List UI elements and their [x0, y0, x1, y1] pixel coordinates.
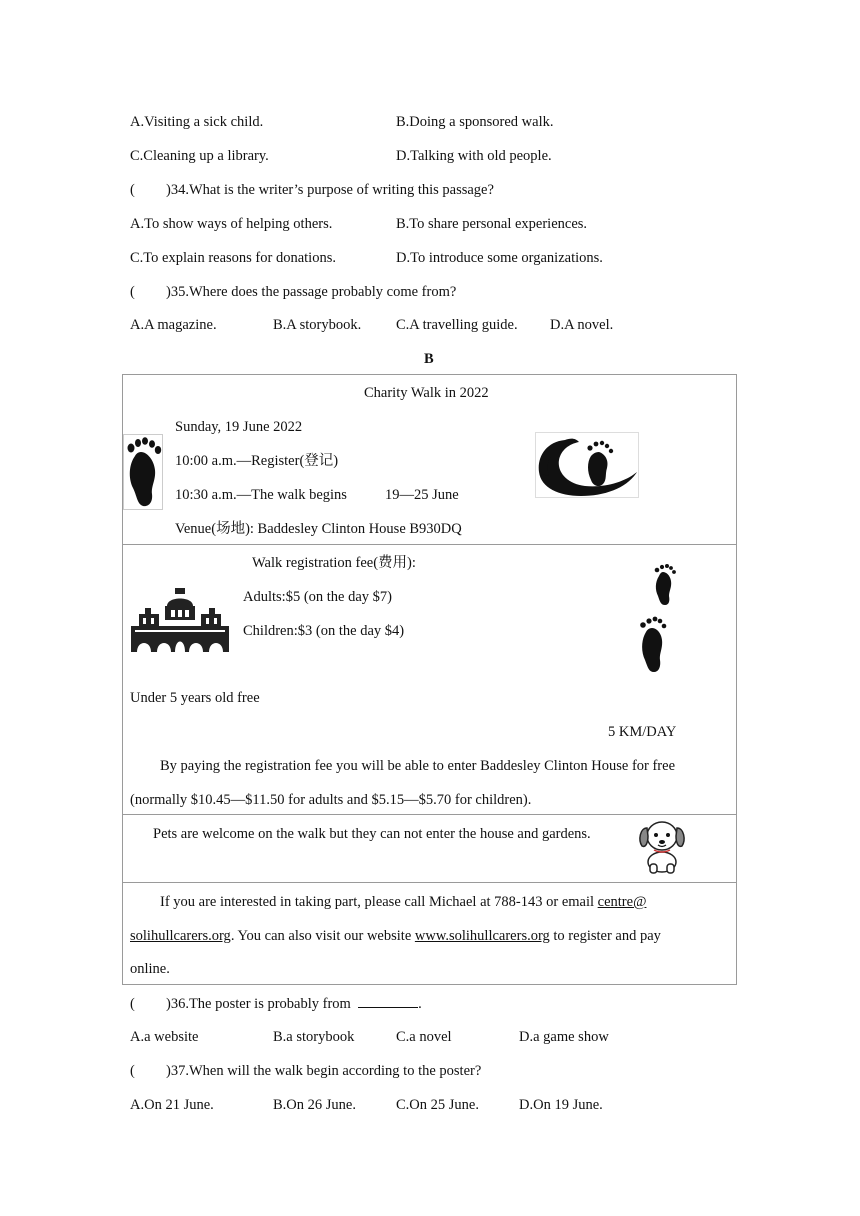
walk-distance: 5 KM/DAY — [608, 724, 677, 740]
q34-option-b: B.To share personal experiences. — [396, 216, 588, 232]
q34-option-c: C.To explain reasons for donations. — [130, 250, 336, 266]
q33-option-a: A.Visiting a sick child. — [130, 114, 264, 130]
poster-date: Sunday, 19 June 2022 — [175, 419, 303, 435]
footprint-icon — [123, 434, 163, 510]
email-link-part1[interactable]: centre@ — [597, 894, 647, 910]
email-link-part2[interactable]: solihullcarers.org — [130, 928, 231, 944]
q35-paren: ( — [130, 284, 135, 300]
section-label: B — [424, 351, 434, 367]
q36-paren: ( — [130, 996, 135, 1012]
footprint-medium-icon — [637, 614, 669, 674]
q34-option-a: A.To show ways of helping others. — [130, 216, 333, 232]
fee-children: Children:$3 (on the day $4) — [243, 623, 405, 639]
poster-venue: Venue(场地): Baddesley Clinton House B930DQ — [175, 521, 462, 537]
q34-paren: ( — [130, 182, 135, 198]
q34-option-d: D.To introduce some organizations. — [396, 250, 603, 266]
q35-option-c: C.A travelling guide. — [396, 317, 518, 333]
q33-option-c: C.Cleaning up a library. — [130, 148, 269, 164]
contact-line3: online. — [130, 961, 170, 977]
dog-icon — [636, 814, 688, 874]
q35-option-b: B.A storybook. — [273, 317, 362, 333]
poster-walk-time: 10:30 a.m.—The walk begins — [175, 487, 347, 503]
poster-title: Charity Walk in 2022 — [364, 385, 489, 401]
fee-heading: Walk registration fee(费用): — [252, 555, 416, 571]
fee-under5: Under 5 years old free — [130, 690, 260, 706]
q36-option-a: A.a website — [130, 1029, 199, 1045]
footprint-small-icon — [651, 562, 679, 606]
contact-line2: solihullcarers.org. You can also visit our website www.solihullcarers.org to register and pay — [130, 928, 661, 944]
q37-option-d: D.On 19 June. — [519, 1097, 603, 1113]
q37-question: )37.When will the walk begin according to the poster? — [166, 1063, 482, 1079]
paying-note-line2: (normally $10.45—$11.50 for adults and $5.15—$5.70 for children). — [130, 792, 532, 808]
q35-option-a: A.A magazine. — [130, 317, 217, 333]
poster-walk-dates: 19—25 June — [385, 487, 459, 503]
q36-option-b: B.a storybook — [273, 1029, 355, 1045]
fee-adults: Adults:$5 (on the day $7) — [243, 589, 393, 605]
q33-option-d: D.Talking with old people. — [396, 148, 552, 164]
paying-note-line1: By paying the registration fee you will be able to enter Baddesley Clinton House for free — [160, 758, 676, 774]
poster-register-time: 10:00 a.m.—Register(登记) — [175, 453, 339, 469]
q37-paren: ( — [130, 1063, 135, 1079]
footprint-logo-icon — [535, 432, 639, 498]
contact-line1: If you are interested in taking part, please call Michael at 788-143 or email centre@ — [160, 894, 647, 910]
q35-option-d: D.A novel. — [550, 317, 614, 333]
q37-option-a: A.On 21 June. — [130, 1097, 214, 1113]
website-link[interactable]: www.solihullcarers.org — [414, 928, 550, 944]
q36-question: )36.The poster is probably from . — [166, 996, 422, 1012]
q37-option-b: B.On 26 June. — [273, 1097, 356, 1113]
q35-question: )35.Where does the passage probably come from? — [166, 284, 457, 300]
building-icon — [129, 584, 231, 652]
q34-question: )34.What is the writer’s purpose of writing this passage? — [166, 182, 494, 198]
q33-option-b: B.Doing a sponsored walk. — [396, 114, 554, 130]
q36-option-d: D.a game show — [519, 1029, 609, 1045]
q36-option-c: C.a novel — [396, 1029, 452, 1045]
pets-note: Pets are welcome on the walk but they can not enter the house and gardens. — [153, 826, 591, 842]
answer-blank — [358, 995, 418, 1008]
q37-option-c: C.On 25 June. — [396, 1097, 479, 1113]
